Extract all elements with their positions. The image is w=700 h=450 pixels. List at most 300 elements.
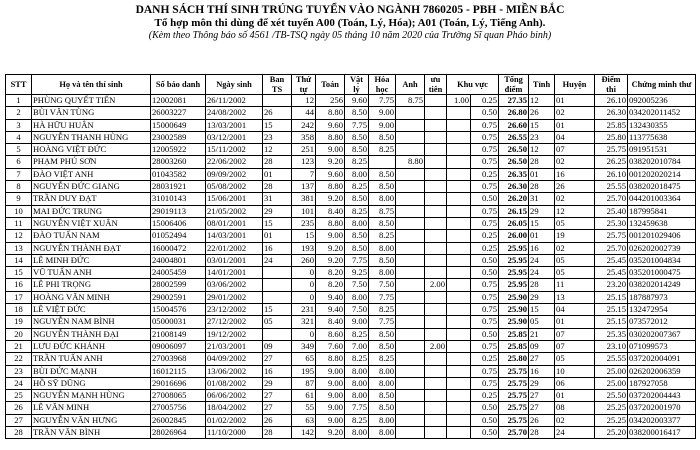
cell-khu-vuc-b: 0.50 [471, 267, 499, 279]
cell-stt: 24 [6, 377, 32, 389]
cell-vat-ly: 7.75 [345, 254, 369, 266]
col-name: Họ và tên thí sinh [32, 75, 151, 95]
cell-vat-ly: 8.00 [345, 390, 369, 402]
cell-diem-thi: 23.10 [595, 340, 628, 352]
cell-ban-ts: 29 [263, 205, 292, 217]
cell-tong-diem: 26.60 [499, 119, 529, 131]
cell-huyen: 13 [555, 291, 595, 303]
cell-thu-tu: 0 [292, 328, 316, 340]
cell-khu-vuc-a [447, 217, 471, 229]
cell-khu-vuc-b: 0.75 [471, 205, 499, 217]
cell-dob: 21/05/2002 [206, 205, 263, 217]
table-row [6, 230, 696, 242]
cell-anh [396, 291, 425, 303]
cell-tinh: 05 [529, 316, 555, 328]
cell-thu-tu: 0 [292, 279, 316, 291]
cell-huyen: 07 [555, 328, 595, 340]
cell-sbd: 23002589 [151, 131, 206, 143]
cell-cmt: 034202011452 [628, 107, 696, 119]
cell-diem-thi: 25.40 [595, 205, 628, 217]
cell-stt: 26 [6, 402, 32, 414]
cell-khu-vuc-a: 1.00 [447, 95, 471, 107]
cell-vat-ly: 8.00 [345, 365, 369, 377]
cell-huyen: 07 [555, 144, 595, 156]
cell-thu-tu: 0 [292, 267, 316, 279]
cell-stt: 17 [6, 291, 32, 303]
cell-anh [396, 131, 425, 143]
cell-huyen: 01 [555, 316, 595, 328]
cell-ban-ts: 05 [263, 316, 292, 328]
cell-ban-ts: 01 [263, 230, 292, 242]
cell-hoa-hoc: 7.50 [369, 279, 396, 291]
cell-toan: 9.60 [316, 119, 345, 131]
cell-stt: 25 [6, 390, 32, 402]
cell-dob: 08/01/2001 [206, 217, 263, 229]
cell-stt: 21 [6, 340, 32, 352]
cell-dob: 11/10/2000 [206, 427, 263, 439]
cell-vat-ly: 8.50 [345, 242, 369, 254]
cell-tinh: 24 [529, 267, 555, 279]
table-row [6, 168, 696, 180]
cell-cmt: 091951531 [628, 144, 696, 156]
cell-name: NGUYỄN THÀNH ĐẠT [32, 242, 151, 254]
cell-toan: 9.60 [316, 168, 345, 180]
cell-khu-vuc-b: 0.75 [471, 304, 499, 316]
cell-uu-tien [425, 414, 447, 426]
cell-uu-tien: 2.00 [425, 340, 447, 352]
cell-name: HOÀNG VIỆT ĐỨC [32, 144, 151, 156]
cell-uu-tien [425, 427, 447, 439]
cell-uu-tien [425, 193, 447, 205]
cell-huyen: 26 [555, 181, 595, 193]
col-toan: Toán [316, 75, 345, 95]
cell-sbd: 27003968 [151, 353, 206, 365]
table-row [6, 304, 696, 316]
table-row [6, 377, 696, 389]
cell-ban-ts: 12 [263, 144, 292, 156]
cell-cmt: 132459638 [628, 217, 696, 229]
cell-hoa-hoc: 8.00 [369, 267, 396, 279]
cell-anh [396, 254, 425, 266]
cell-anh [396, 328, 425, 340]
cell-anh [396, 316, 425, 328]
cell-khu-vuc-a [447, 267, 471, 279]
table-row [6, 328, 696, 340]
cell-diem-thi: 25.50 [595, 390, 628, 402]
cell-khu-vuc-a [447, 254, 471, 266]
cell-anh [396, 414, 425, 426]
cell-toan: 8.80 [316, 131, 345, 143]
table-row [6, 95, 696, 107]
cell-anh [396, 119, 425, 131]
cell-ban-ts: 16 [263, 365, 292, 377]
cell-stt: 6 [6, 156, 32, 168]
cell-name: PHẠM PHÚ SƠN [32, 156, 151, 168]
cell-tong-diem: 26.50 [499, 144, 529, 156]
cell-sbd: 16012115 [151, 365, 206, 377]
cell-cmt: 034202003377 [628, 414, 696, 426]
col-huyen: Huyện [555, 75, 595, 95]
cell-thu-tu: 137 [292, 181, 316, 193]
cell-cmt: 026202006359 [628, 365, 696, 377]
cell-ban-ts: 26 [263, 414, 292, 426]
table-row [6, 181, 696, 193]
cell-diem-thi: 25.45 [595, 267, 628, 279]
cell-hoa-hoc: 8.00 [369, 365, 396, 377]
cell-hoa-hoc: 8.50 [369, 181, 396, 193]
cell-ban-ts: 31 [263, 193, 292, 205]
table-row [6, 242, 696, 254]
cell-khu-vuc-a [447, 205, 471, 217]
cell-vat-ly: 7.75 [345, 402, 369, 414]
cell-vat-ly: 7.50 [345, 279, 369, 291]
cell-vat-ly: 8.00 [345, 168, 369, 180]
cell-dob: 01/02/2002 [206, 414, 263, 426]
cell-sbd: 26003227 [151, 107, 206, 119]
cell-dob: 22/01/2002 [206, 242, 263, 254]
cell-khu-vuc-b: 0.50 [471, 254, 499, 266]
cell-toan: 9.40 [316, 304, 345, 316]
cell-tinh: 12 [529, 95, 555, 107]
cell-stt: 19 [6, 316, 32, 328]
cell-cmt: 038202010784 [628, 156, 696, 168]
cell-hoa-hoc: 8.50 [369, 217, 396, 229]
cell-dob: 27/12/2002 [206, 316, 263, 328]
cell-ban-ts [263, 267, 292, 279]
cell-huyen: 12 [555, 205, 595, 217]
cell-dob: 21/03/2001 [206, 340, 263, 352]
cell-khu-vuc-a [447, 365, 471, 377]
cell-tinh: 26 [529, 414, 555, 426]
cell-huyen: 02 [555, 242, 595, 254]
cell-name: LÊ VĂN MINH [32, 402, 151, 414]
cell-hoa-hoc: 8.50 [369, 168, 396, 180]
cell-diem-thi: 25.30 [595, 217, 628, 229]
cell-dob: 24/08/2002 [206, 107, 263, 119]
cell-sbd: 28002599 [151, 279, 206, 291]
cell-toan: 8.60 [316, 328, 345, 340]
cell-diem-thi: 25.25 [595, 414, 628, 426]
cell-anh [396, 390, 425, 402]
cell-stt: 13 [6, 242, 32, 254]
cell-khu-vuc-a [447, 193, 471, 205]
cell-khu-vuc-b: 0.50 [471, 427, 499, 439]
cell-dob: 18/04/2002 [206, 402, 263, 414]
cell-thu-tu: 44 [292, 107, 316, 119]
cell-name: NGUYỄN THANH HÙNG [32, 131, 151, 143]
cell-sbd: 24004801 [151, 254, 206, 266]
cell-toan: 7.60 [316, 340, 345, 352]
cell-cmt: 038202014249 [628, 279, 696, 291]
document-title: DANH SÁCH THÍ SINH TRÚNG TUYỂN VÀO NGÀNH 7860205 - PBH - MIỀN BẮC [135, 4, 565, 16]
cell-anh [396, 279, 425, 291]
cell-khu-vuc-a [447, 279, 471, 291]
cell-vat-ly: 7.75 [345, 119, 369, 131]
cell-ban-ts [263, 291, 292, 303]
cell-toan: 8.20 [316, 267, 345, 279]
cell-thu-tu: 12 [292, 95, 316, 107]
cell-tinh: 27 [529, 353, 555, 365]
cell-toan: 9.00 [316, 402, 345, 414]
cell-diem-thi: 26.10 [595, 168, 628, 180]
cell-huyen: 11 [555, 279, 595, 291]
cell-tong-diem: 26.30 [499, 181, 529, 193]
cell-khu-vuc-a [447, 156, 471, 168]
cell-sbd: 12002081 [151, 95, 206, 107]
cell-khu-vuc-b: 0.25 [471, 95, 499, 107]
cell-vat-ly: 8.25 [345, 328, 369, 340]
cell-diem-thi: 26.10 [595, 95, 628, 107]
cell-anh [396, 427, 425, 439]
cell-thu-tu: 87 [292, 377, 316, 389]
cell-sbd: 09006097 [151, 340, 206, 352]
cell-ban-ts [263, 328, 292, 340]
cell-vat-ly: 9.60 [345, 95, 369, 107]
cell-tong-diem: 25.85 [499, 340, 529, 352]
cell-tong-diem: 25.75 [499, 390, 529, 402]
cell-diem-thi: 25.70 [595, 242, 628, 254]
cell-dob: 23/12/2002 [206, 304, 263, 316]
cell-stt: 3 [6, 119, 32, 131]
cell-sbd: 24005459 [151, 267, 206, 279]
cell-tinh: 29 [529, 205, 555, 217]
cell-hoa-hoc: 8.50 [369, 254, 396, 266]
cell-huyen: 05 [555, 217, 595, 229]
cell-tinh: 16 [529, 242, 555, 254]
cell-ban-ts: 27 [263, 402, 292, 414]
table-row [6, 291, 696, 303]
table-row [6, 217, 696, 229]
cell-anh [396, 193, 425, 205]
cell-thu-tu: 123 [292, 156, 316, 168]
cell-vat-ly: 9.25 [345, 267, 369, 279]
cell-uu-tien [425, 242, 447, 254]
cell-stt: 8 [6, 181, 32, 193]
cell-hoa-hoc: 8.75 [369, 205, 396, 217]
cell-toan: 9.20 [316, 193, 345, 205]
cell-uu-tien [425, 131, 447, 143]
cell-hoa-hoc: 8.00 [369, 377, 396, 389]
table-row [6, 316, 696, 328]
cell-vat-ly: 9.00 [345, 316, 369, 328]
cell-khu-vuc-b: 0.75 [471, 279, 499, 291]
cell-vat-ly: 8.25 [345, 181, 369, 193]
cell-anh [396, 217, 425, 229]
cell-toan: 8.80 [316, 217, 345, 229]
cell-khu-vuc-a [447, 242, 471, 254]
cell-hoa-hoc: 8.00 [369, 242, 396, 254]
cell-thu-tu: 61 [292, 390, 316, 402]
cell-khu-vuc-b: 0.50 [471, 328, 499, 340]
cell-toan: 9.00 [316, 365, 345, 377]
cell-cmt: 187995841 [628, 205, 696, 217]
cell-uu-tien [425, 267, 447, 279]
cell-diem-thi: 25.80 [595, 131, 628, 143]
col-diem-thi: Điểm thi [595, 75, 628, 95]
cell-name: HỒ SỸ DŨNG [32, 377, 151, 389]
table-row [6, 267, 696, 279]
cell-hoa-hoc: 8.00 [369, 427, 396, 439]
cell-diem-thi: 25.55 [595, 181, 628, 193]
cell-khu-vuc-a [447, 230, 471, 242]
cell-anh [396, 353, 425, 365]
cell-huyen: 01 [555, 95, 595, 107]
cell-diem-thi: 25.85 [595, 119, 628, 131]
cell-huyen: 04 [555, 131, 595, 143]
cell-anh [396, 168, 425, 180]
cell-khu-vuc-a [447, 328, 471, 340]
cell-thu-tu: 231 [292, 304, 316, 316]
cell-ban-ts: 23 [263, 131, 292, 143]
table-row [6, 193, 696, 205]
cell-ban-ts [263, 95, 292, 107]
cell-tinh: 15 [529, 217, 555, 229]
table-row [6, 340, 696, 352]
cell-tinh: 01 [529, 168, 555, 180]
cell-huyen: 02 [555, 193, 595, 205]
cell-huyen: 05 [555, 353, 595, 365]
cell-tinh: 21 [529, 328, 555, 340]
cell-uu-tien [425, 316, 447, 328]
cell-khu-vuc-b: 0.75 [471, 217, 499, 229]
cell-tinh: 09 [529, 340, 555, 352]
cell-hoa-hoc: 7.75 [369, 95, 396, 107]
cell-stt: 9 [6, 193, 32, 205]
col-dob: Ngày sinh [206, 75, 263, 95]
cell-thu-tu: 142 [292, 427, 316, 439]
cell-sbd: 28003260 [151, 156, 206, 168]
cell-diem-thi: 23.20 [595, 279, 628, 291]
cell-sbd: 05000031 [151, 316, 206, 328]
cell-diem-thi: 25.75 [595, 230, 628, 242]
cell-khu-vuc-a [447, 390, 471, 402]
cell-tinh: 15 [529, 119, 555, 131]
cell-stt: 12 [6, 230, 32, 242]
cell-sbd: 15000649 [151, 119, 206, 131]
cell-cmt: 187927058 [628, 377, 696, 389]
cell-sbd: 29016696 [151, 377, 206, 389]
cell-diem-thi: 25.00 [595, 365, 628, 377]
cell-stt: 18 [6, 304, 32, 316]
cell-uu-tien [425, 230, 447, 242]
cell-khu-vuc-b: 0.50 [471, 107, 499, 119]
cell-thu-tu: 235 [292, 217, 316, 229]
candidate-table [5, 74, 696, 439]
cell-tong-diem: 26.05 [499, 217, 529, 229]
table-header [6, 75, 696, 95]
cell-tong-diem: 26.55 [499, 131, 529, 143]
cell-vat-ly: 8.00 [345, 291, 369, 303]
cell-huyen: 16 [555, 168, 595, 180]
cell-tinh: 27 [529, 390, 555, 402]
cell-diem-thi: 26.25 [595, 156, 628, 168]
cell-toan: 9.00 [316, 377, 345, 389]
cell-hoa-hoc [369, 156, 396, 168]
cell-sbd: 27005756 [151, 402, 206, 414]
cell-ban-ts: 27 [263, 353, 292, 365]
col-anh: Anh [396, 75, 425, 95]
cell-huyen: 08 [555, 402, 595, 414]
cell-khu-vuc-b: 0.25 [471, 390, 499, 402]
cell-ban-ts: 01 [263, 168, 292, 180]
cell-thu-tu: 0 [292, 291, 316, 303]
cell-cmt: 132430355 [628, 119, 696, 131]
document-header [0, 0, 700, 42]
document-note: (Kèm theo Thông báo số 4561 /TB-TSQ ngày 05 tháng 10 năm 2020 của Trường Sĩ quan Pháo binh) [148, 30, 552, 41]
cell-stt: 14 [6, 254, 32, 266]
cell-diem-thi: 26.30 [595, 107, 628, 119]
table-body [6, 95, 696, 439]
cell-khu-vuc-b: 0.75 [471, 119, 499, 131]
cell-diem-thi: 25.00 [595, 377, 628, 389]
cell-tong-diem: 25.90 [499, 291, 529, 303]
cell-uu-tien [425, 353, 447, 365]
cell-khu-vuc-b: 0.75 [471, 156, 499, 168]
col-hoa-hoc: Hóa học [369, 75, 396, 95]
cell-tinh: 24 [529, 254, 555, 266]
cell-dob: 19/12/2002 [206, 328, 263, 340]
table-row [6, 402, 696, 414]
cell-name: LÊ MINH ĐỨC [32, 254, 151, 266]
cell-cmt: 037202004443 [628, 390, 696, 402]
cell-tinh: 29 [529, 291, 555, 303]
cell-khu-vuc-b: 0.75 [471, 181, 499, 193]
cell-diem-thi: 25.75 [595, 144, 628, 156]
cell-thu-tu: 55 [292, 402, 316, 414]
cell-huyen: 24 [555, 427, 595, 439]
cell-vat-ly: 7.00 [345, 340, 369, 352]
cell-huyen: 10 [555, 365, 595, 377]
cell-uu-tien [425, 291, 447, 303]
col-cmt: Chứng minh thư [628, 75, 696, 95]
cell-khu-vuc-a [447, 377, 471, 389]
cell-hoa-hoc: 8.25 [369, 230, 396, 242]
cell-ban-ts: 27 [263, 390, 292, 402]
cell-huyen: 06 [555, 377, 595, 389]
cell-thu-tu: 65 [292, 353, 316, 365]
cell-dob: 14/01/2001 [206, 267, 263, 279]
cell-diem-thi: 25.15 [595, 316, 628, 328]
cell-uu-tien [425, 95, 447, 107]
cell-uu-tien [425, 402, 447, 414]
cell-vat-ly: 8.00 [345, 217, 369, 229]
cell-ban-ts: 15 [263, 217, 292, 229]
cell-toan: 8.40 [316, 205, 345, 217]
cell-tinh: 29 [529, 377, 555, 389]
cell-name: NGUYỄN NAM BÌNH [32, 316, 151, 328]
cell-toan: 9.20 [316, 242, 345, 254]
cell-diem-thi: 25.55 [595, 353, 628, 365]
cell-thu-tu: 195 [292, 365, 316, 377]
cell-tong-diem: 25.90 [499, 304, 529, 316]
cell-dob: 13/06/2002 [206, 365, 263, 377]
cell-stt: 22 [6, 353, 32, 365]
table-row [6, 205, 696, 217]
cell-khu-vuc-a [447, 291, 471, 303]
cell-tong-diem: 25.95 [499, 267, 529, 279]
cell-name: LÊ VIỆT ĐỨC [32, 304, 151, 316]
cell-vat-ly: 8.00 [345, 377, 369, 389]
cell-ban-ts: 28 [263, 181, 292, 193]
cell-diem-thi: 25.15 [595, 291, 628, 303]
cell-anh [396, 267, 425, 279]
cell-tong-diem: 27.35 [499, 95, 529, 107]
cell-uu-tien [425, 181, 447, 193]
cell-uu-tien [425, 217, 447, 229]
cell-name: ĐÀO TUẤN NAM [32, 230, 151, 242]
cell-toan: 8.40 [316, 316, 345, 328]
cell-anh [396, 304, 425, 316]
